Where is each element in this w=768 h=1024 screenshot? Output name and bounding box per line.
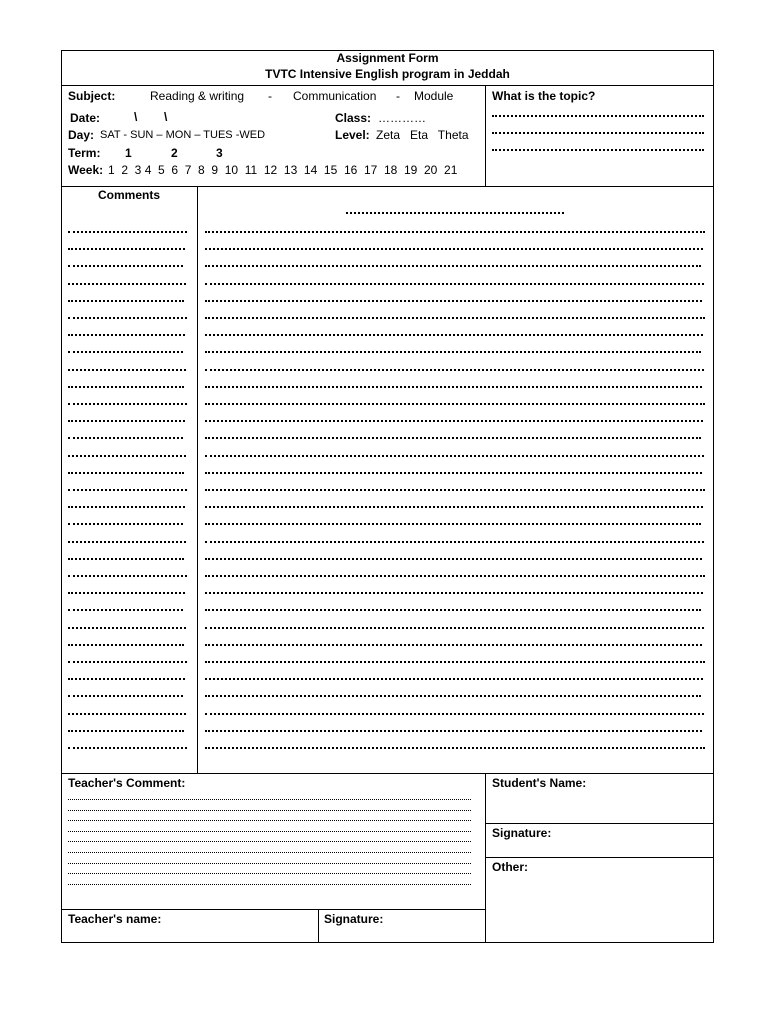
dotted-line [205, 334, 703, 336]
student-name-divider [485, 823, 714, 824]
teacher-comment-label: Teacher's Comment: [68, 776, 186, 790]
dotted-line [68, 283, 186, 285]
class-label: Class: [335, 111, 372, 125]
dotted-line [68, 472, 184, 474]
dotted-line [68, 403, 187, 405]
week-values: 1 2 3 4 5 6 7 8 9 10 11 12 13 14 15 16 17 18 19 20 21 [108, 163, 458, 177]
dotted-line [205, 609, 701, 611]
dotted-line [68, 541, 186, 543]
term-label: Term: [68, 146, 101, 160]
dotted-line [68, 437, 183, 439]
subject-option-communication: Communication [293, 89, 377, 103]
dotted-line [205, 265, 701, 267]
date-value: \ \ [134, 110, 168, 124]
dotted-line [205, 472, 702, 474]
dotted-line [205, 523, 701, 525]
dotted-line [205, 231, 705, 233]
dotted-line [68, 317, 187, 319]
subject-separator: - [268, 89, 272, 103]
info-divider [61, 186, 714, 187]
topic-line [492, 115, 704, 117]
dotted-line [205, 558, 702, 560]
dotted-line [205, 661, 705, 663]
date-label: Date: [70, 111, 101, 125]
dotted-line [205, 627, 704, 629]
week-label: Week: [68, 163, 104, 177]
dotted-line [68, 831, 471, 832]
dotted-line [68, 575, 187, 577]
day-value: SAT - SUN – MON – TUES -WED [100, 129, 266, 141]
comments-label: Comments [97, 188, 160, 202]
day-label: Day: [68, 128, 95, 142]
bottom-vertical-divider [485, 773, 486, 943]
student-signature-label: Signature: [492, 826, 552, 840]
subject-separator: - [396, 89, 400, 103]
topic-line [492, 132, 704, 134]
dotted-line [68, 841, 471, 842]
dotted-line [68, 695, 183, 697]
info-topic-divider [485, 85, 486, 186]
signature-divider [485, 857, 714, 858]
dotted-line [68, 820, 471, 821]
dotted-line [68, 592, 185, 594]
dotted-line [205, 506, 703, 508]
dotted-line [205, 575, 705, 577]
dotted-line [68, 300, 184, 302]
topic-label: What is the topic? [492, 89, 596, 103]
term-value-1: 1 [125, 146, 132, 160]
dotted-line [205, 351, 701, 353]
term-value-2: 2 [171, 146, 178, 160]
other-label: Other: [492, 860, 528, 874]
dotted-line [68, 884, 471, 885]
dotted-line [68, 265, 183, 267]
dotted-line [205, 644, 702, 646]
dotted-line [68, 730, 184, 732]
dotted-line [68, 558, 184, 560]
dotted-line [68, 627, 186, 629]
dotted-line [68, 523, 183, 525]
dotted-line [68, 713, 186, 715]
dotted-line [68, 810, 471, 811]
bottom-divider [61, 773, 714, 774]
dotted-line [205, 730, 702, 732]
level-label: Level: [335, 128, 370, 142]
dotted-line [68, 455, 186, 457]
dotted-line [205, 455, 704, 457]
dotted-line [205, 317, 705, 319]
dotted-line [68, 661, 187, 663]
teacher-name-label: Teacher's name: [68, 912, 162, 926]
dotted-line [68, 231, 187, 233]
dotted-line [205, 420, 703, 422]
term-value-3: 3 [216, 146, 223, 160]
dotted-line [68, 386, 184, 388]
dotted-line [68, 248, 185, 250]
dotted-line [68, 678, 185, 680]
dotted-line [205, 386, 702, 388]
dotted-line [205, 248, 703, 250]
class-value: ………… [378, 111, 426, 125]
subject-option-reading-writing: Reading & writing [150, 89, 245, 103]
dotted-line [205, 369, 704, 371]
dotted-line [68, 506, 185, 508]
subject-option-module: Module [414, 89, 454, 103]
teacher-signature-divider [318, 909, 319, 943]
dotted-line [68, 799, 471, 800]
subject-label: Subject: [68, 89, 116, 103]
dotted-line [68, 852, 471, 853]
dotted-line [68, 369, 186, 371]
dotted-line [205, 300, 702, 302]
dotted-line [205, 592, 703, 594]
dotted-line [68, 747, 187, 749]
dotted-line [68, 489, 187, 491]
teacher-name-divider [61, 909, 485, 910]
dotted-line [205, 678, 703, 680]
dotted-line [68, 609, 183, 611]
dotted-line [205, 541, 704, 543]
dotted-line [68, 351, 183, 353]
dotted-line [68, 420, 185, 422]
topic-line [492, 149, 704, 151]
dotted-line [205, 695, 701, 697]
writing-title-line [346, 212, 564, 214]
dotted-line [68, 644, 184, 646]
comments-divider [197, 186, 198, 773]
dotted-line [205, 437, 701, 439]
dotted-line [68, 873, 471, 874]
dotted-line [205, 489, 705, 491]
dotted-line [68, 334, 185, 336]
dotted-line [68, 863, 471, 864]
student-name-label: Student's Name: [492, 776, 587, 790]
dotted-line [205, 747, 705, 749]
dotted-line [205, 713, 704, 715]
dotted-line [205, 283, 704, 285]
form-title: Assignment Form [336, 51, 439, 65]
teacher-signature-label: Signature: [324, 912, 384, 926]
level-value: Zeta Eta Theta [376, 128, 469, 142]
dotted-line [205, 403, 705, 405]
header-divider [61, 85, 714, 86]
form-subtitle: TVTC Intensive English program in Jeddah [265, 67, 510, 81]
